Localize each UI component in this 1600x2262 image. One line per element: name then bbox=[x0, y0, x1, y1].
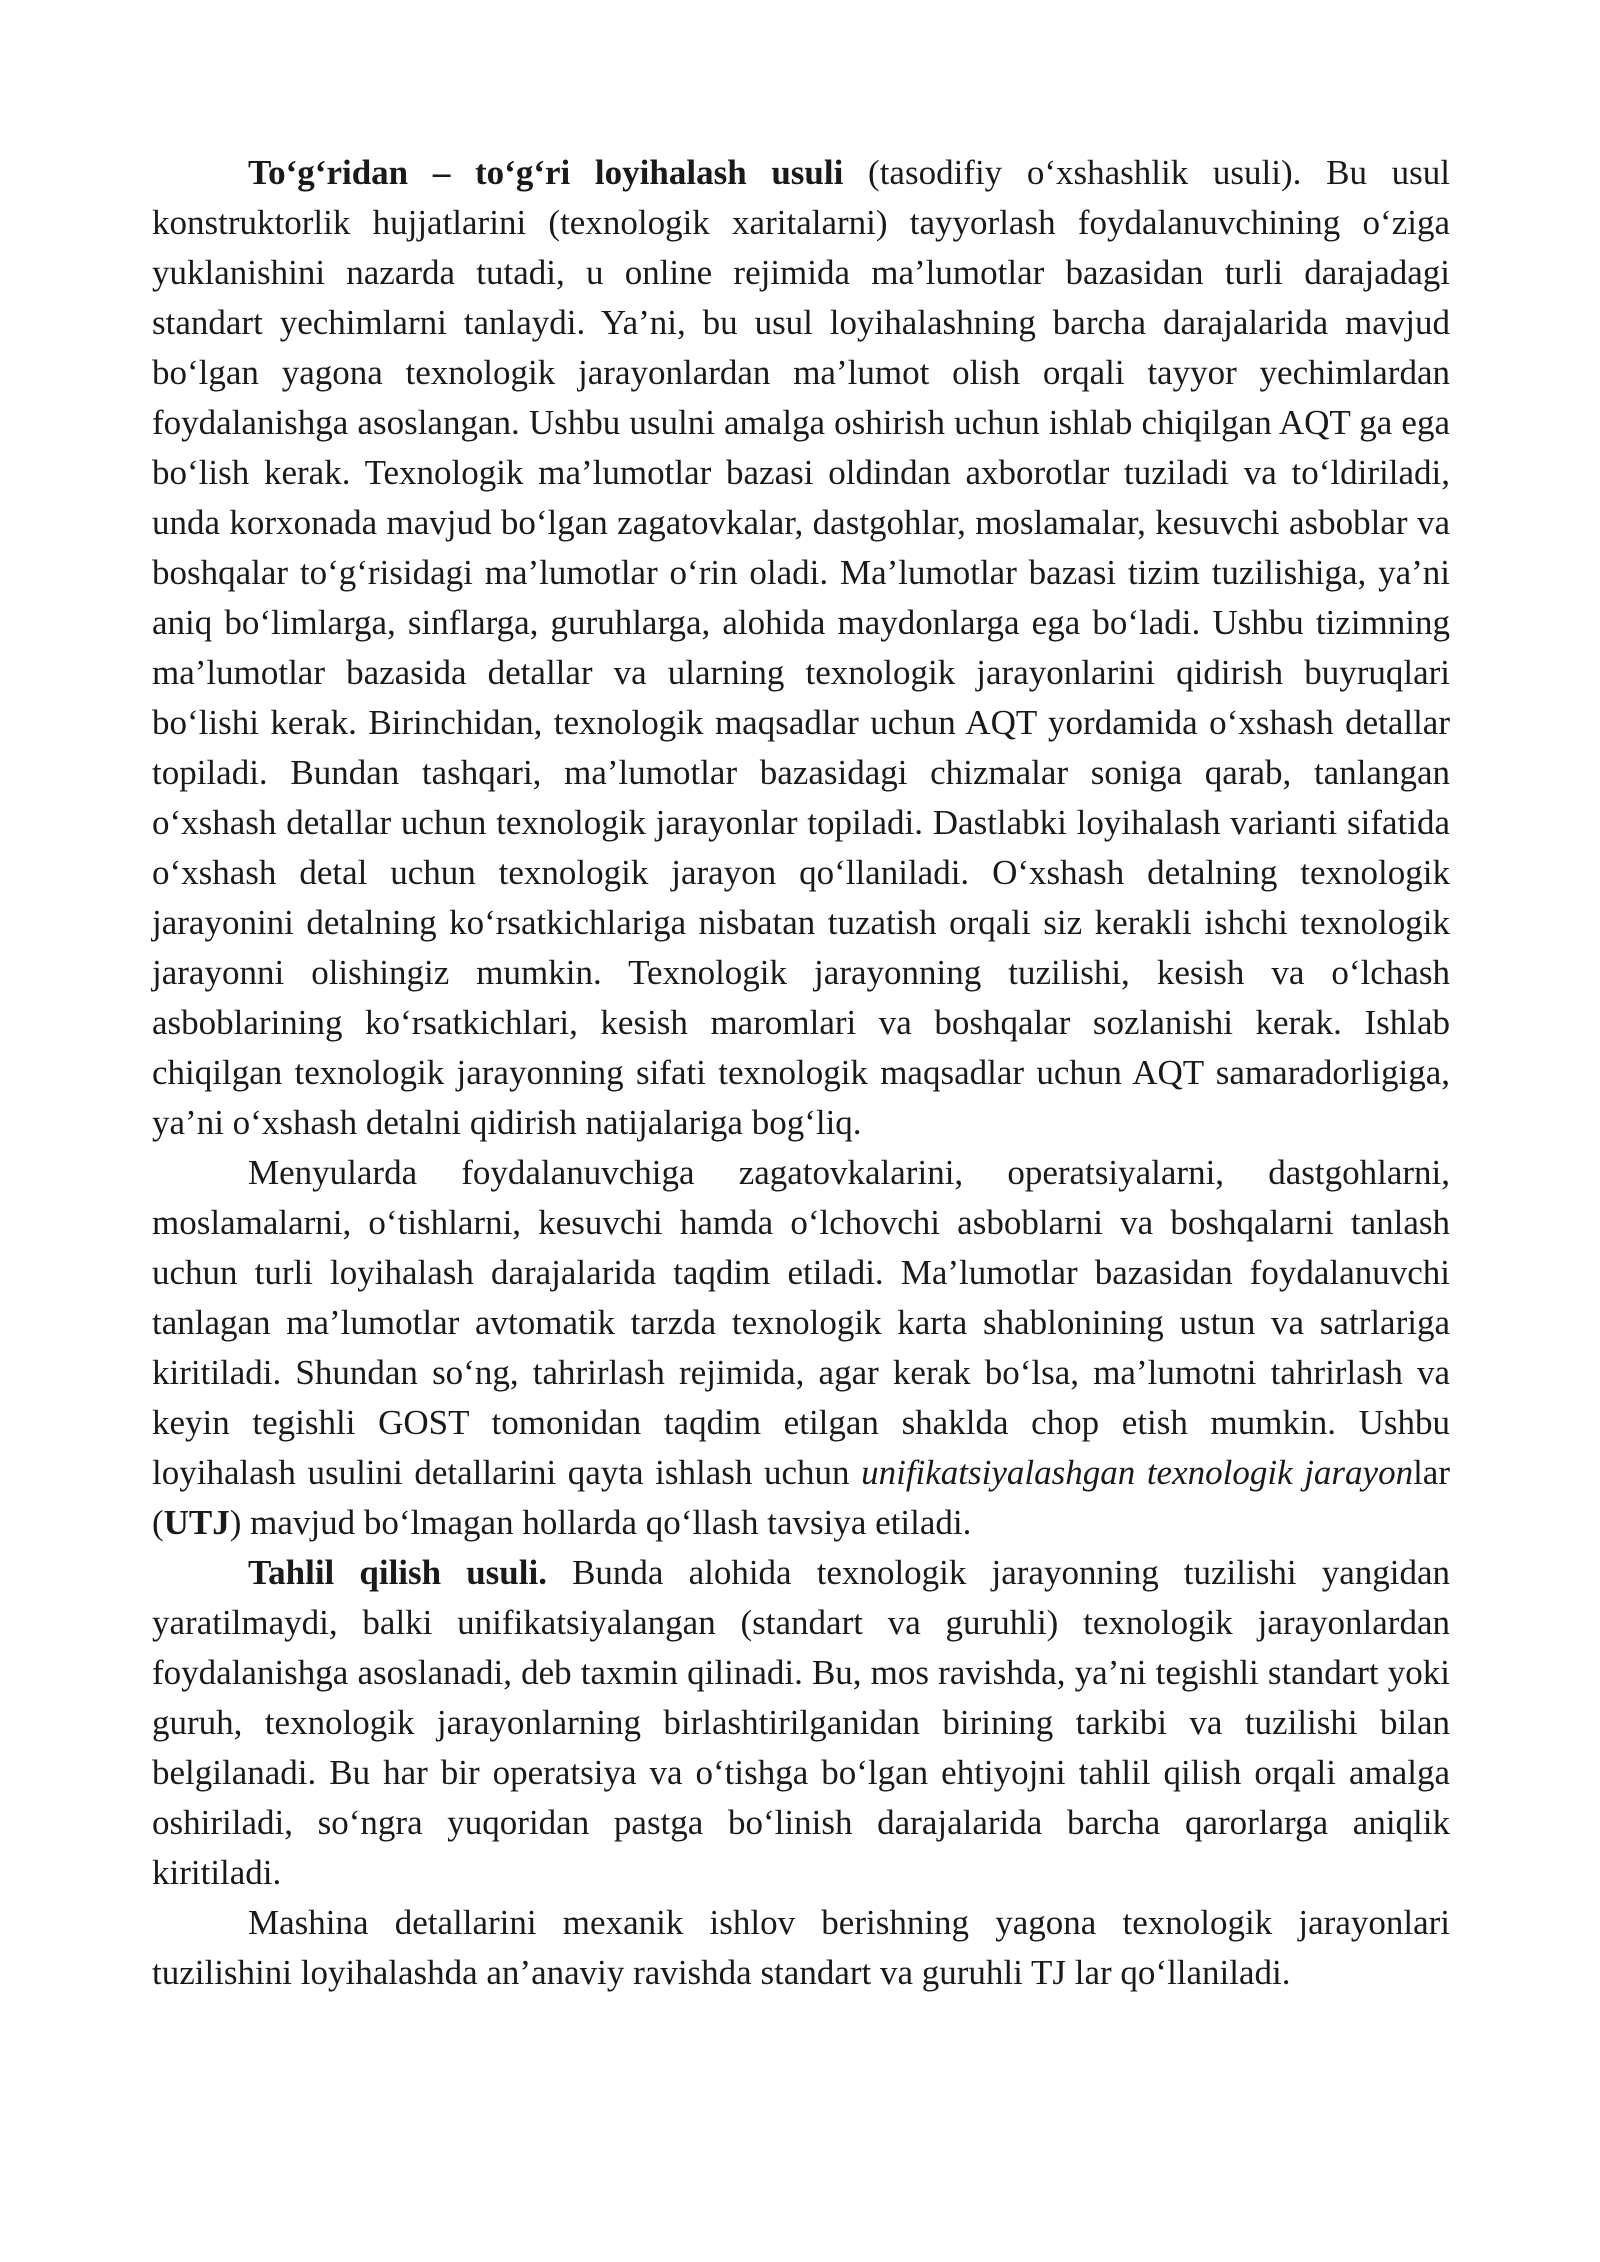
paragraph-menus bbox=[152, 1148, 1450, 1548]
heading-analysis-method: Tahlil qilish usuli. bbox=[248, 1553, 547, 1592]
paragraph-text: (tasodifiy o‘xshashlik usuli). Bu usul konstruktorlik hujjatlarini (texnologik xaritalarni) tayyorlash foydalanuvchining o‘ziga yuklanishini nazarda tutadi, u online rejimida ma’lumotlar bazasidan turli darajadagi standart yechimlarni tanlaydi. Ya’ni, bu usul loyihalashning barcha darajalarida mavjud bo‘lgan yagona texnologik jarayonlardan ma’lumot olish orqali tayyor yechimlardan foydalanishga asoslangan. Ushbu usulni amalga oshirish uchun ishlab chiqilgan AQT ga ega bo‘lish kerak. Texnologik ma’lumotlar bazasi oldindan axborotlar tuziladi va to‘ldiriladi, unda korxonada mavjud bo‘lgan zagatovkalar, dastgohlar, moslamalar, kesuvchi asboblar va boshqalar to‘g‘risidagi ma’lumotlar o‘rin oladi. Ma’lumotlar bazasi tizim tuzilishiga, ya’ni aniq bo‘limlarga, sinflarga, guruhlarga, alohida maydonlarga ega bo‘ladi. Ushbu tizimning ma’lumotlar bazasida detallar va ularning texnologik jarayonlarini qidirish buyruqlari bo‘lishi kerak. Birinchidan, texnologik maqsadlar uchun AQT yordamida o‘xshash detallar topiladi. Bundan tashqari, ma’lumotlar bazasidagi chizmalar soniga qarab, tanlangan o‘xshash detallar uchun texnologik jarayonlar topiladi. Dastlabki loyihalash varianti sifatida o‘xshash detal uchun texnologik jarayon qo‘llaniladi. O‘xshash detalning texnologik jarayonini detalning ko‘rsatkichlariga nisbatan tuzatish orqali siz kerakli ishchi texnologik jarayonni olishingiz mumkin. Texnologik jarayonning tuzilishi, kesish va o‘lchash asboblarining ko‘rsatkichlari, kesish maromlari va boshqalar sozlanishi kerak. Ishlab chiqilgan texnologik jarayonning sifati texnologik maqsadlar uchun AQT samaradorligiga, ya’ni o‘xshash detalni qidirish natijalariga bog‘liq. bbox=[152, 153, 1450, 1142]
paragraph-machine-parts bbox=[152, 1898, 1450, 1998]
paragraph-text: Mashina detallarini mexanik ishlov berishning yagona texnologik jarayonlari tuzilishini loyihalashda an’anaviy ravishda standart va guruhli TJ lar qo‘llaniladi. bbox=[152, 1903, 1450, 1992]
paragraph-text: lar ( bbox=[152, 1453, 1450, 1542]
paragraph-text: Menyularda foydalanuvchiga zagatovkalarini, operatsiyalarni, dastgohlarni, moslamalarni, o‘tishlarni, kesuvchi hamda o‘lchovchi asboblarni va boshqalarni tanlash uchun turli loyihalash darajalarida taqdim etiladi. Ma’lumotlar bazasidan foydalanuvchi tanlagan ma’lumotlar avtomatik tarzda texnologik karta shablonining ustun va satrlariga kiritiladi. Shundan so‘ng, tahrirlash rejimida, agar kerak bo‘lsa, ma’lumotni tahrirlash va keyin tegishli GOST tomonidan taqdim etilgan shaklda chop etish mumkin. Ushbu loyihalash usulini detallarini qayta ishlash uchun bbox=[152, 1153, 1450, 1492]
italic-term: unifikatsiyalashgan texnologik jarayon bbox=[861, 1453, 1414, 1492]
abbreviation-utj: UTJ bbox=[163, 1503, 230, 1542]
paragraph-text: ) mavjud bo‘lmagan hollarda qo‘llash tavsiya etiladi. bbox=[229, 1503, 972, 1542]
paragraph-direct-design-method bbox=[152, 148, 1450, 1148]
paragraph-analysis-method bbox=[152, 1548, 1450, 1898]
heading-direct-design-method: To‘g‘ridan – to‘g‘ri loyihalash usuli bbox=[248, 153, 844, 192]
document-page bbox=[152, 148, 1450, 1998]
paragraph-text: Bunda alohida texnologik jarayonning tuzilishi yangidan yaratilmaydi, balki unifikatsiyalangan (standart va guruhli) texnologik jarayonlardan foydalanishga asoslanadi, deb taxmin qilinadi. Bu, mos ravishda, ya’ni tegishli standart yoki guruh, texnologik jarayonlarning birlashtirilganidan birining tarkibi va tuzilishi bilan belgilanadi. Bu har bir operatsiya va o‘tishga bo‘lgan ehtiyojni tahlil qilish orqali amalga oshiriladi, so‘ngra yuqoridan pastga bo‘linish darajalarida barcha qarorlarga aniqlik kiritiladi. bbox=[152, 1553, 1450, 1892]
